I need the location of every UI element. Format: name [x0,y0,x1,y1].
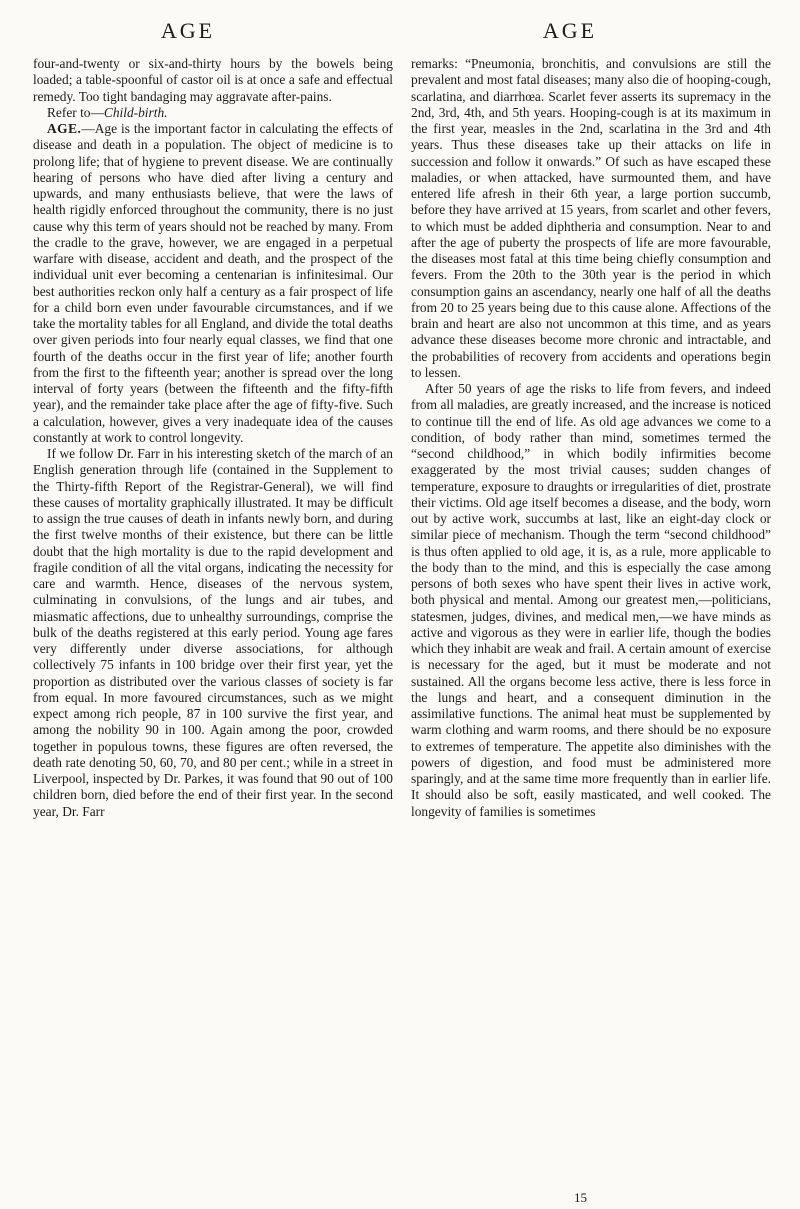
cross-reference [33,105,393,121]
cross-reference-target: Child-birth. [103,104,168,120]
entry-body: —Age is the important factor in calculating the effects of disease and death in a population. The object of medicine is to prolong life; that of hygiene to prevent disease. We are continually hearing of persons who have died after living a century and upwards, and many enthusiasts believe, that were the laws of health rigidly enforced throughout the community, there is no just cause why this term of years should not be reached by many. From the cradle to the grave, however, we are engaged in a perpetual warfare with disease, accident and death, and the prospect of the individual unit ever becoming a centenarian is infinitesimal. Our best authorities reckon only half a century as a fair prospect of life for a child born even under favourable circumstances, and if we take the mortality tables for all England, and divide the total deaths over given periods into four nearly equal classes, we find that one fourth of the deaths occur in the first year of life; another fourth from the first to the fifteenth year; another is spread over the long interval of forty years (between the fifteenth and the fifty-fifth year), and the remainder take place after the age of fifty-five. Such a calculation, however, gives a very inadequate idea of the causes constantly at work to control longevity. [33,121,393,445]
cross-reference-prefix: Refer to— [47,104,104,120]
left-column [33,56,393,820]
right-column [411,56,771,820]
page-number: 15 [574,1190,587,1205]
paragraph-continuation: four-and-twenty or six-and-thirty hours by the bowels being loaded; a table-spoonful of castor oil is at once a safe and effectual remedy. Too tight bandaging may aggravate after-pains. [33,56,393,104]
paragraph-continuation: remarks: “Pneumonia, bronchitis, and convulsions are still the prevalent and most fatal diseases; many also die of hooping-cough, scarlatina, and diarrhœa. Scarlet fever asserts its supremacy in the 2nd, 3rd, 4th, and 5th years. Hooping-cough is at its maximum in the first year, measles in the 2nd, scarlatina in the 3rd and 4th years. Thus these diseases take up their attacks on life in succession and follow it onwards.” Of such as have escaped these maladies, or when attacked, have surmounted them, and have entered life afresh in their 6th year, a large portion succumb, before they have arrived at 15 years, from scarlet and other fevers, to which must be added diphtheria and consumption. Near to and after the age of puberty the prospects of life are more favourable, the diseases most fatal at this time being chiefly consumption and fevers. From the 20th to the 30th year is the period in which consumption gains an ascendancy, nearly one half of all the deaths from 20 to 25 years being due to this cause alone. Affections of the brain and heart are also not uncommon at this time, and as years advance these diseases become more chronic and intractable, and the probabilities of recovery from accidents and operations begin to lessen. [411,56,771,380]
running-head-left: AGE [160,18,216,43]
running-head-right: AGE [542,18,598,43]
paragraph: If we follow Dr. Farr in his interesting sketch of the march of an English generation through life (contained in the Supplement to the Thirty-fifth Report of the Registrar-General), we will find these causes of mortality graphically illustrated. It may be difficult to assign the true causes of death in infants newly born, and during the first twelve months of their existence, but there can be little doubt that the high mortality is due to the rapid development and fragile condition of all the vital organs, indicating the necessity for care and warmth. Hence, diseases of the nervous system, culminating in convulsions, of the lungs and air tubes, and miasmatic affections, due to unhealthy surroundings, comprise the bulk of the deaths registered at this early period. Young age fares very differently under diverse associations, for although collectively 75 infants in 100 bridge over their first year, yet the proportion as distributed over the various classes of society is far from equal. In more favoured circumstances, such as we might expect among rich people, 87 in 100 survive the first year, and among the nobility 90 in 100. Again among the poor, crowded together in populous towns, these figures are often reversed, the death rate denoting 50, 60, 70, and 80 per cent.; while in a street in Liverpool, inspected by Dr. Parkes, it was found that 90 out of 100 children born, died before the end of their first year. In the second year, Dr. Farr [33,446,393,819]
entry-age-paragraph [33,121,393,446]
entry-headword: AGE. [47,121,82,136]
paragraph: After 50 years of age the risks to life from fevers, and indeed from all maladies, are greatly increased, and the increase is noticed to continue till the end of life. As old age advances we come to a condition, of body rather than mind, sometimes termed the “second childhood,” in which bodily infirmities become exaggerated by the most trivial causes; sudden changes of temperature, exposure to draughts or irregularities of diet, prostrate their victims. Old age itself becomes a disease, and the body, worn out by active work, succumbs at last, like an eight-day clock or similar piece of mechanism. Though the term “second childhood” is thus often applied to old age, it is, as a rule, more applicable to the body than to the mind, and this is especially the case among persons of both sexes who have spent their lives in active work, both physical and mental. Among our greatest men,—politicians, statesmen, judges, divines, and medical men,—we have minds as active and vigorous as they were in earlier life, though the bodies which they inhabit are weak and frail. A certain amount of exercise is necessary for the aged, but it must be moderate and not sustained. All the organs become less active, there is less force in the lungs and heart, and a consequent diminution in the assimilative functions. The animal heat must be supplemented by warm clothing and warm rooms, and there should be no exposure to extremes of temperature. The appetite also diminishes with the powers of digestion, and food must be administered more sparingly, and at the same time more frequently than in earlier life. It should also be soft, easily masticated, and well cooked. The longevity of families is sometimes [411,381,771,819]
